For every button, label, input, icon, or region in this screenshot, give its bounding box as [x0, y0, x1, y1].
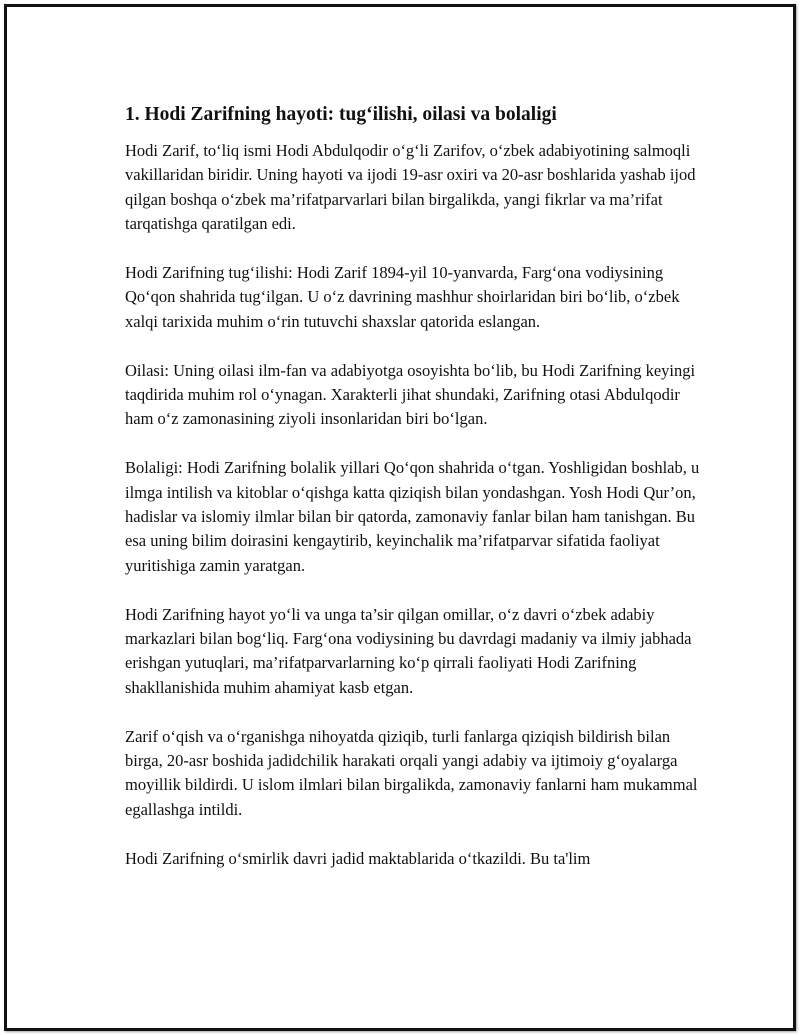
paragraph-intro: Hodi Zarif, to‘liq ismi Hodi Abdulqodir o‘g‘li Zarifov, o‘zbek adabiyotining salmoqli vakillaridan biridir. Uning hayoti va ijodi 19-asr oxiri va 20-asr boshlarida yashab ijod qilgan boshqa o‘zbek ma’rifatparvarlari bilan birgalikda, yangi fikrlar va ma’rifat tarqatishga qaratilgan edi.	[125, 141, 696, 234]
paragraph-adolescence: Hodi Zarifning o‘smirlik davri jadid maktablarida o‘tkazildi. Bu ta'lim	[125, 848, 591, 868]
document-body	[125, 103, 705, 895]
paragraph-life-path: Hodi Zarifning hayot yo‘li va unga ta’sir qilgan omillar, o‘z davri o‘zbek adabiy markazlari bilan bog‘liq. Farg‘ona vodiysining bu davrdagi madaniy va ilmiy jabhada erishgan yutuqlari, ma’rifatparvarlarning ko‘p qirrali faoliyati Hodi Zarifning shakllanishida muhim ahamiyat kasb etgan.	[125, 604, 692, 697]
section-heading: 1. Hodi Zarifning hayoti: tug‘ilishi, oilasi va bolaligi	[125, 104, 557, 125]
document-page	[4, 4, 796, 1031]
paragraph-childhood: Bolaligi: Hodi Zarifning bolalik yillari Qo‘qon shahrida o‘tgan. Yoshligidan boshlab, u ilmga intilish va kitoblar o‘qishga katta qiziqish bilan yondashgan. Yosh Hodi Qur’on, hadislar va islomiy ilmlar bilan bir qatorda, zamonaviy fanlar bilan ham tanishgan. Bu esa uning bilim doirasini kengaytirib, keyinchalik ma’rifatparvar sifatida faoliyat yuritishiga zamin yaratgan.	[125, 458, 700, 575]
paragraph-birth: Hodi Zarifning tug‘ilishi: Hodi Zarif 1894-yil 10-yanvarda, Farg‘ona vodiysining Qo‘qon shahrida tug‘ilgan. U o‘z davrining mashhur shoirlaridan biri bo‘lib, o‘zbek xalqi tarixida muhim o‘rin tutuvchi shaxslar qatorida eslangan.	[125, 263, 680, 331]
paragraph-family: Oilasi: Uning oilasi ilm-fan va adabiyotga osoyishta bo‘lib, bu Hodi Zarifning keyingi taqdirida muhim rol o‘ynagan. Xarakterli jihat shundaki, Zarifning otasi Abdulqodir ham o‘z zamonasining ziyoli insonlaridan biri bo‘lgan.	[125, 360, 696, 429]
paragraph-studies: Zarif o‘qish va o‘rganishga nihoyatda qiziqib, turli fanlarga qiziqish bildirish bilan birga, 20-asr boshida jadidchilik harakati orqali yangi adabiy va ijtimoiy g‘oyalarga moyillik bildirdi. U islom ilmlari bilan birgalikda, zamonaviy fanlarni ham mukammal egallashga intildi.	[125, 726, 698, 819]
